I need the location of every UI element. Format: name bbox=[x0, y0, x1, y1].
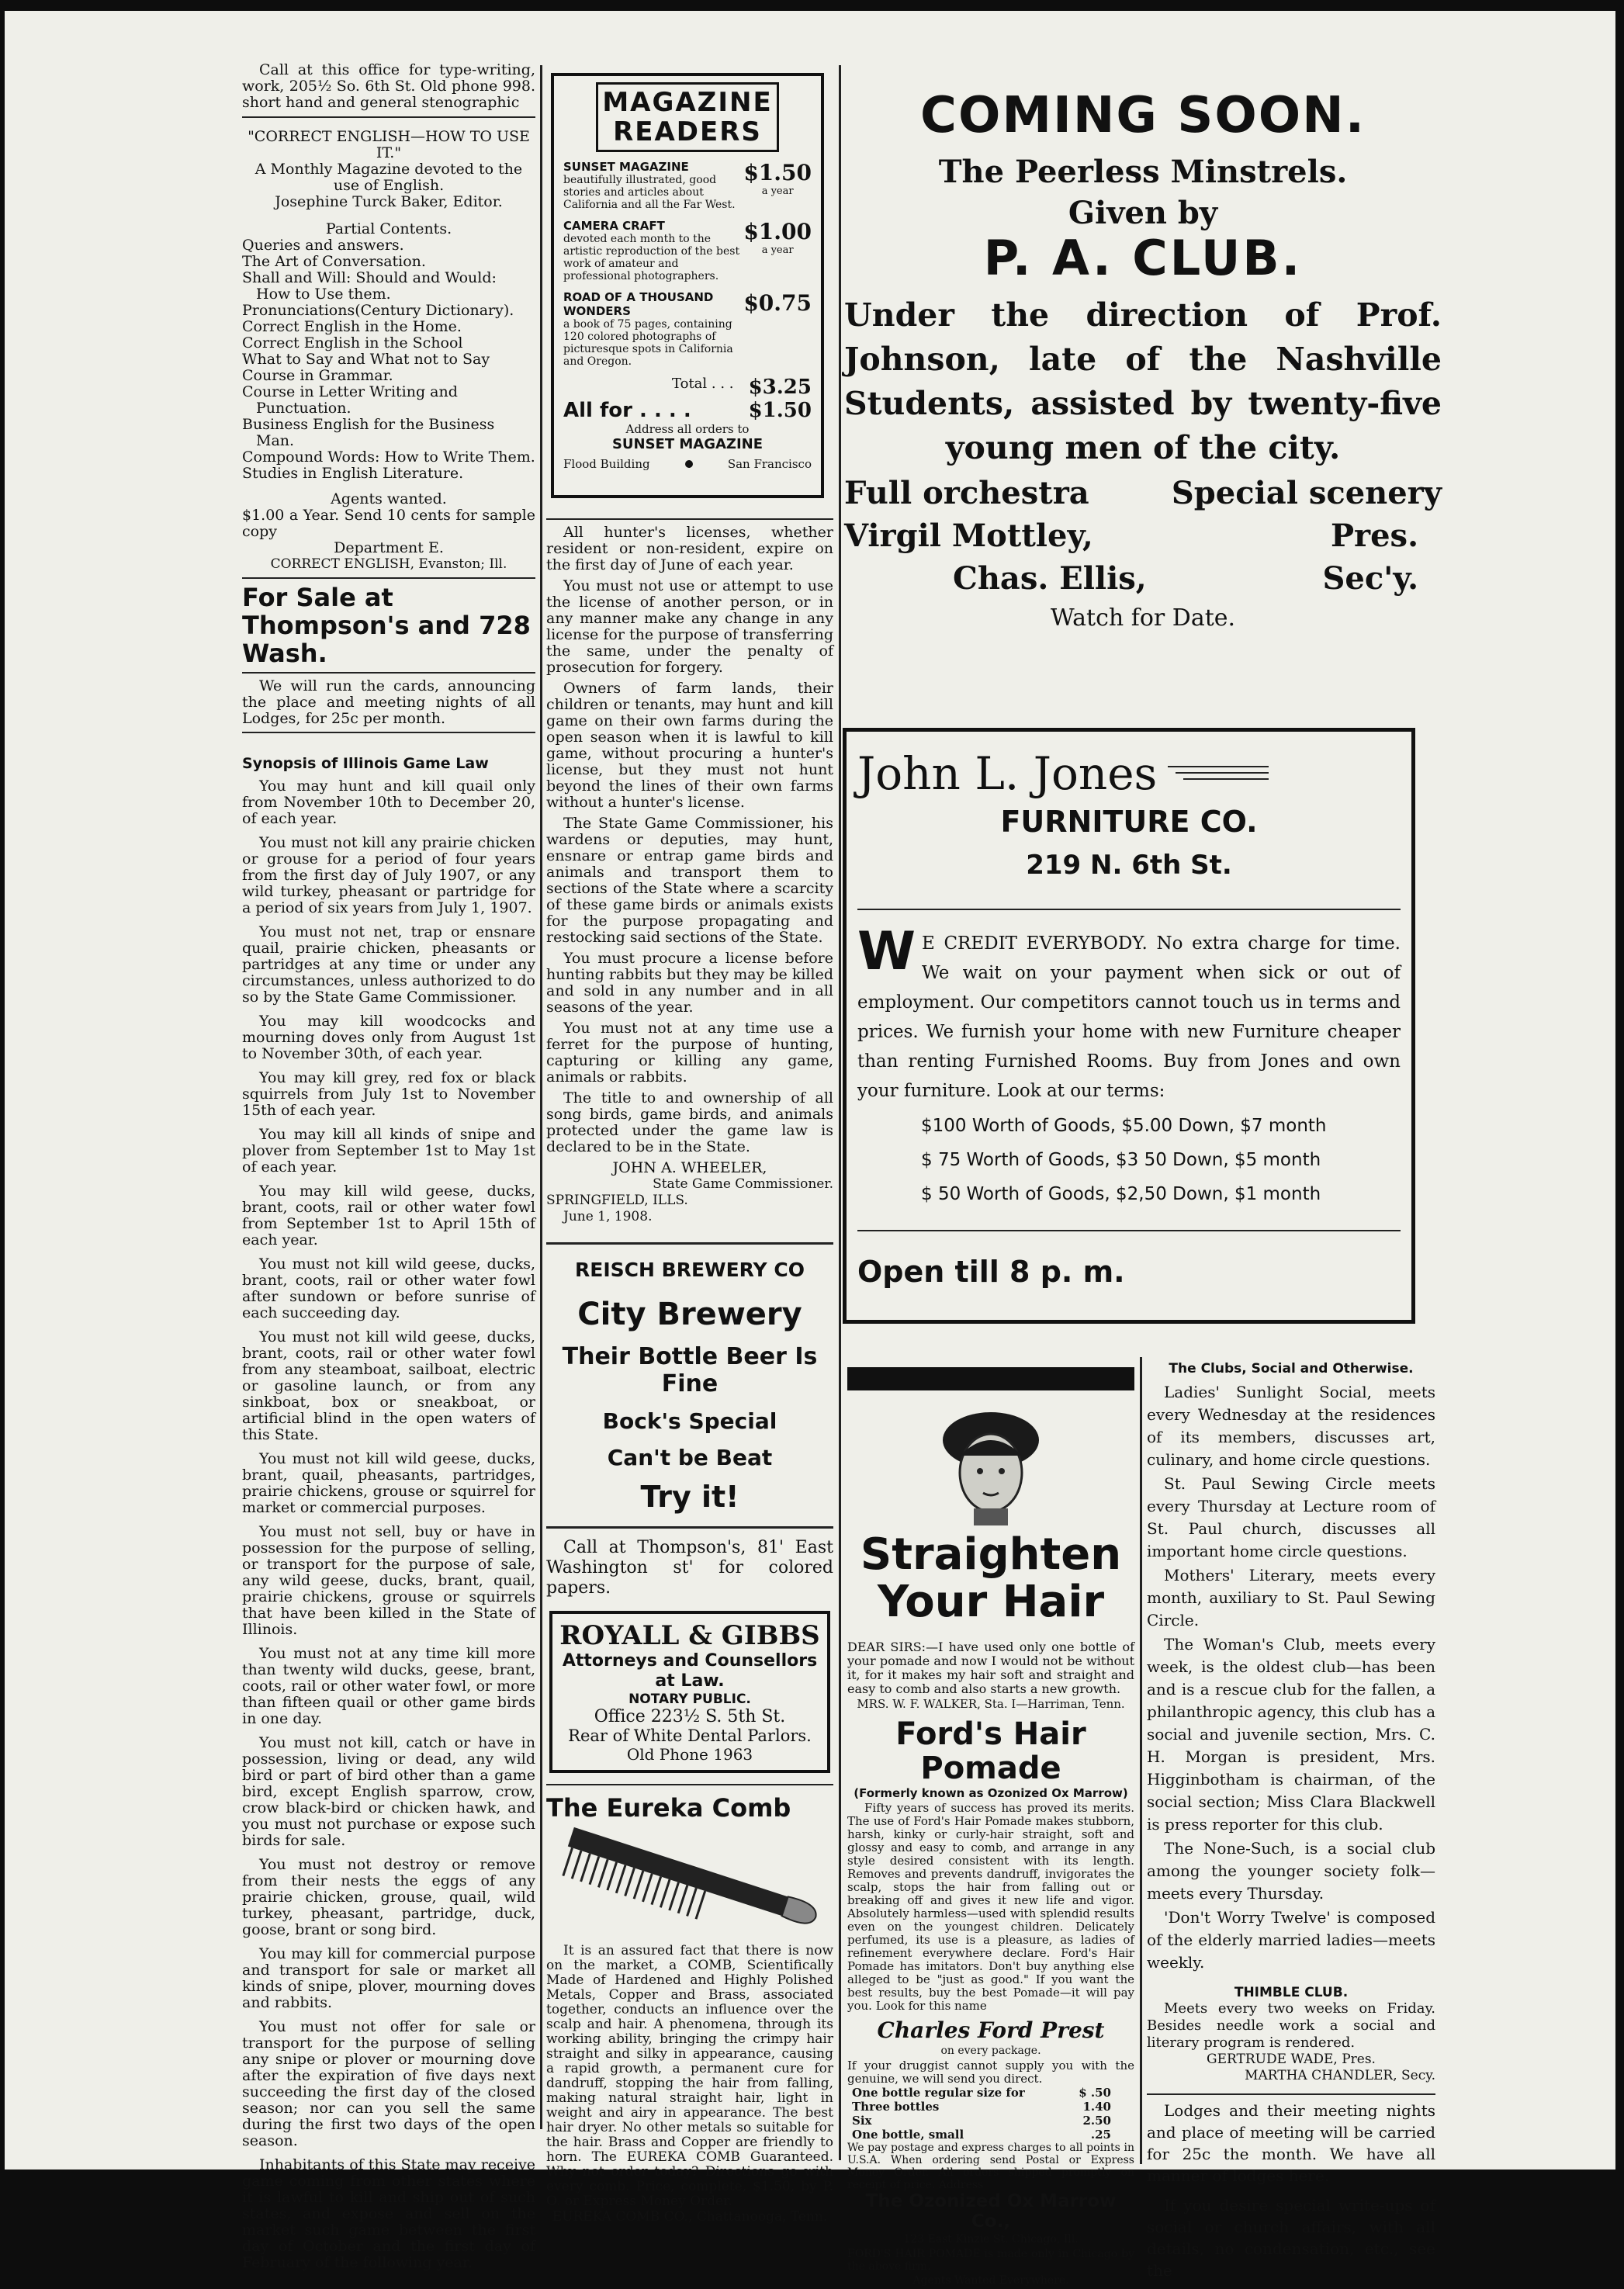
address-row bbox=[563, 457, 812, 471]
brewery-try: Try it! bbox=[640, 1480, 739, 1514]
hair-signature: Charles Ford Prest bbox=[877, 2017, 1105, 2043]
game-law-paragraph: You must not kill wild geese, ducks, brant, coots, rail or other water fowl from any steamboat, sailboat, electric or gasoline launch, or from any sinkboat, box or sneakboat, or artificial blind in the open waters of this State. bbox=[242, 1328, 535, 1443]
magazine-item-name: CAMERA CRAFT bbox=[563, 219, 665, 233]
price-value: 1.40 bbox=[1082, 2100, 1111, 2114]
royall-gibbs-title: ROYALL & GIBBS bbox=[559, 1620, 820, 1651]
clubs-title: The Clubs, Social and Otherwise. bbox=[1169, 1361, 1414, 1377]
jones-furniture-ad bbox=[843, 728, 1415, 1324]
club-paragraph: St. Paul Sewing Circle meets every Thursday at Lecture room of St. Paul church, discusses all important home circle questions. bbox=[1147, 1474, 1435, 1560]
black-banner bbox=[847, 1367, 1134, 1390]
column-rule-2 bbox=[839, 65, 841, 2160]
contents-item: Course in Grammar. bbox=[242, 367, 393, 384]
price-label: One bottle, small bbox=[852, 2128, 964, 2142]
divider bbox=[546, 518, 833, 520]
royall-gibbs-notary: NOTARY PUBLIC. bbox=[628, 1692, 751, 1707]
jones-body: E CREDIT EVERYBODY. No extra charge for time. We wait on your payment when sick or out of employment. Our competitors cannot touch us in terms and prices. We furnish your home with new Furniture cheaper than renting Furnished Rooms. Buy from Jones and own your furniture. Look at our terms: bbox=[857, 933, 1401, 1101]
magazine-total-row bbox=[563, 376, 812, 399]
secretary-row bbox=[844, 560, 1442, 597]
contents-item: Shall and Will: Should and Would: How to Use them. bbox=[242, 269, 497, 303]
magazine-item-text bbox=[563, 219, 742, 282]
price-row bbox=[847, 2128, 1134, 2142]
magazine-title-box bbox=[596, 82, 779, 152]
contents-list bbox=[242, 237, 535, 482]
hair-every: on every package. bbox=[940, 2045, 1041, 2057]
san-francisco: San Francisco bbox=[727, 457, 812, 471]
peerless-minstrels: The Peerless Minstrels. bbox=[938, 154, 1348, 190]
magazine-title-2: READERS bbox=[613, 116, 762, 147]
magazine-item-price: $1.00 bbox=[743, 219, 812, 244]
game-law-paragraph: You must not kill any prairie chicken or grouse for a period of four years from the first day of July 1907, or any wild turkey, pheasant or partridge for a period of six years from July 1, 1907. bbox=[242, 834, 535, 916]
wheeler-title: State Game Commissioner. bbox=[653, 1176, 833, 1192]
typewriting-notice: Call at this office for type-writing, work, 205½ So. 6th St. Old phone 998. short hand and general stenographic bbox=[242, 61, 535, 111]
price-row bbox=[847, 2100, 1134, 2114]
divider bbox=[857, 1230, 1401, 1231]
department: Department E. bbox=[334, 539, 444, 556]
partial-contents-heading: Partial Contents. bbox=[325, 220, 452, 237]
license-paragraph: The title to and ownership of all song birds, game birds, and animals protected under the game law is declared to be in the State. bbox=[546, 1089, 833, 1155]
divider bbox=[242, 116, 535, 118]
orchestra: Full orchestra bbox=[844, 475, 1089, 511]
correct-english-address: CORRECT ENGLISH, Evanston; Ill. bbox=[270, 556, 507, 572]
divider bbox=[242, 732, 535, 733]
price-value: $ .50 bbox=[1079, 2086, 1111, 2100]
contents-item: Correct English in the School bbox=[242, 334, 463, 351]
address-orders: Address all orders to bbox=[625, 422, 750, 436]
game-law-title: Synopsis of Illinois Game Law bbox=[242, 755, 489, 772]
magazine-item-desc: devoted each month to the artistic reproduction of the best work of amateur and professional photographers. bbox=[563, 233, 740, 282]
thompson-notice: Call at Thompson's, 81' East Washington st' for colored papers. bbox=[546, 1538, 833, 1598]
magazine-item-text bbox=[563, 290, 742, 368]
scenery: Special scenery bbox=[1171, 475, 1442, 511]
jones-dropcap: W bbox=[857, 921, 916, 982]
column-3-top bbox=[844, 88, 1442, 686]
contents-item: Studies in English Literature. bbox=[242, 465, 464, 482]
jones-term: $ 50 Worth of Goods, $2,50 Down, $1 month bbox=[921, 1184, 1321, 1204]
bullet-icon bbox=[685, 460, 693, 468]
magazine-item-unit: a year bbox=[761, 185, 794, 197]
price-value: 2.50 bbox=[1082, 2114, 1111, 2128]
magazine-item-unit: a year bbox=[761, 244, 794, 256]
contents-item: Correct English in the Home. bbox=[242, 318, 462, 335]
royall-gibbs-sub: Attorneys and Counsellors at Law. bbox=[562, 1651, 818, 1691]
magazine-item bbox=[563, 160, 812, 211]
brewery-cant: Can't be Beat bbox=[607, 1445, 773, 1470]
price-label: One bottle regular size for bbox=[852, 2086, 1025, 2100]
license-paragraph: All hunter's licenses, whether resident or non-resident, expire on the first day of June of each year. bbox=[546, 524, 833, 573]
club-paragraph: The None-Such, is a social club among the younger society folk—meets every Thursday. bbox=[1147, 1839, 1435, 1903]
hair-agents: Agents Wanted Everywhere. bbox=[912, 2274, 1069, 2287]
royall-gibbs-office: Office 223½ S. 5th St. bbox=[594, 1707, 786, 1726]
brewery-name: REISCH BREWERY CO bbox=[575, 1259, 805, 1281]
game-law-paragraph: You may kill all kinds of snipe and plover from September 1st to May 1st of each year. bbox=[242, 1126, 535, 1176]
brewery-bottle: Their Bottle Beer Is Fine bbox=[562, 1343, 818, 1397]
orchestra-row bbox=[844, 475, 1442, 511]
game-law-paragraph: You must not sell, buy or have in possession for the purpose of selling, or transport for the purpose of sale, any wild geese, ducks, brant, quail, prairie chickens, grouse or squirrels that have been killed in the State of Illinois. bbox=[242, 1523, 535, 1638]
magazine-allfor-row bbox=[563, 399, 812, 422]
hair-company: The Ozonized Ox Marrow Co., bbox=[865, 2191, 1117, 2232]
brewery-city: City Brewery bbox=[577, 1297, 802, 1332]
contents-item: Pronunciations(Century Dictionary). bbox=[242, 302, 514, 319]
direction: Under the direction of Prof. Johnson, late of the Nashville Students, assisted by twenty-five young men of the city. bbox=[844, 296, 1442, 466]
magazine-item-price: $0.75 bbox=[743, 290, 812, 316]
woman-portrait-icon bbox=[937, 1409, 1045, 1525]
thimble-title: THIMBLE CLUB. bbox=[1234, 1985, 1349, 2000]
magazine-item-name: ROAD OF A THOUSAND WONDERS bbox=[563, 290, 714, 318]
hair-pomade: Pomade bbox=[920, 1751, 1061, 1786]
subscription-price: $1.00 a Year. Send 10 cents for sample copy bbox=[242, 507, 535, 540]
column-rule-3 bbox=[1140, 1357, 1142, 2164]
total-price: $3.25 bbox=[748, 376, 812, 399]
correct-english-editor: Josephine Turck Baker, Editor. bbox=[275, 193, 503, 210]
column-2 bbox=[546, 73, 833, 2230]
club-paragraph: Mothers' Literary, meets every month, auxiliary to St. Paul Sewing Circle. bbox=[1147, 1566, 1435, 1629]
magazine-item-desc: a book of 75 pages, containing 120 colored photographs of picturesque spots in California and Oregon. bbox=[563, 318, 733, 368]
eureka-address: EUREKA COMB CO., Chattanooga, Tenn. bbox=[552, 2209, 828, 2225]
contents-item: What to Say and What not to Say bbox=[242, 351, 490, 368]
eureka-body: It is an assured fact that there is now on the market, a COMB, Scientifically Made of Hardened and Highly Polished Metals, Copper and Brass, associated together, conducts an influence over the scalp and hair. A phenomena, through its working ability, bringing the crimpy hair straight and silky in appearance, causing a rapid growth, a permanent cure for dandruff, stopping the hair from falling, making natural straight hair, light in weight and airy in appearance. The best hair dryer. No other metals so suitable for the hair. Brass and Copper are friendly to horn. The EUREKA COMB Guaranteed. Why not order today? Directions go with every comb. Price, complete, $1.50, by P. O. or Express Money Order. bbox=[546, 1943, 833, 2209]
game-law-paragraph: Inhabitants of this State may receive game coming from other states where it is lawful to kill and ship out of such states, and expose and sell on the market such game between the first day of October and the first day of February of the following year. bbox=[242, 2156, 535, 2271]
secretary-title: Sec'y. bbox=[1322, 560, 1418, 597]
game-law-paragraph: You must not at any time kill more than twenty wild ducks, geese, brant, coots, rail or other water fowl, or more than fifteen quail or other game birds in one day. bbox=[242, 1645, 535, 1727]
lodges-paragraph: Lodges and their meeting nights and place of meeting will be carried for 25c the month. We have all manner of lodges here. bbox=[1147, 2101, 1435, 2185]
flood-building: Flood Building bbox=[563, 457, 650, 471]
brewery-ad bbox=[546, 1249, 833, 1522]
game-law-paragraph: You must not kill wild geese, ducks, brant, coots, rail or other water fowl after sundown or before sunrise of each succeeding day. bbox=[242, 1255, 535, 1321]
magazine-item-text bbox=[563, 160, 742, 211]
magazine-item bbox=[563, 290, 812, 368]
divider bbox=[1147, 2093, 1435, 2095]
pa-club: P. A. CLUB. bbox=[983, 230, 1303, 286]
magazine-item-price-wrap bbox=[743, 219, 812, 256]
writeups-paragraph: If you desire special write-ups of social or church affairs, with all details, no condensation, etc., see the bbox=[1147, 2196, 1435, 2280]
game-law-paragraph: You must not net, trap or ensnare quail, prairie chicken, pheasants or partridges at any time or under any circumstances, unless authorized to do so by the State Game Commissioner. bbox=[242, 923, 535, 1006]
coming-soon: COMING SOON. bbox=[919, 87, 1366, 144]
license-paragraph: You must not use or attempt to use the license of another person, or in any manner make any change in any license for the purpose of transferring the same, under the penalty of prosecution for forgery. bbox=[546, 577, 833, 676]
agents-wanted: Agents wanted. bbox=[331, 490, 447, 507]
hair-ford: Ford's Hair bbox=[895, 1716, 1086, 1752]
president-row bbox=[844, 518, 1442, 554]
jones-body-wrap bbox=[857, 921, 1401, 1106]
column-1 bbox=[242, 61, 535, 2271]
magazine-item-price-wrap bbox=[743, 160, 812, 197]
jones-open: Open till 8 p. m. bbox=[857, 1255, 1125, 1289]
brewery-bock: Bock's Special bbox=[602, 1408, 777, 1434]
license-paragraph: The State Game Commissioner, his wardens or deputies, may hunt, ensnare or entrap game birds and animals and transport them to sections of the State where a scarcity of these game birds or animals exists for the purpose propagating and restocking said sections of the State. bbox=[546, 815, 833, 946]
price-row bbox=[847, 2086, 1134, 2100]
magazine-item-desc: beautifully illustrated, good stories and articles about California and all the Far West. bbox=[563, 174, 736, 211]
magazine-item-name: SUNSET MAGAZINE bbox=[563, 160, 689, 174]
president-name: Virgil Mottley, bbox=[844, 518, 1093, 554]
price-label: Six bbox=[852, 2114, 872, 2128]
thimble-body: Meets every two weeks on Friday. Besides needle work a social and literary program is rendered. bbox=[1147, 2000, 1435, 2051]
license-paragraphs bbox=[546, 525, 833, 1155]
game-law-paragraph: You must not destroy or remove from their nests the eggs of any prairie chicken, grouse, quail, wild turkey, pheasant, partridge, duck, goose, brant or song bird. bbox=[242, 1856, 535, 1938]
correct-english-title: "CORRECT ENGLISH—HOW TO USE IT." bbox=[248, 128, 530, 161]
hair-company-address: 123 East Kinzie St. Chicago, Ill. bbox=[903, 2233, 1079, 2246]
club-paragraph: Ladies' Sunlight Social, meets every Wednesday at the residences of its members, discusses art, culinary, and home circle questions. bbox=[1147, 1383, 1435, 1469]
for-sale-heading: For Sale at Thompson's and 728 Wash. bbox=[242, 583, 531, 668]
price-row bbox=[847, 2114, 1134, 2128]
correct-english-desc: A Monthly Magazine devoted to the use of English. bbox=[255, 161, 523, 194]
president-title: Pres. bbox=[1330, 518, 1418, 554]
magazine-item-price-wrap bbox=[743, 290, 812, 316]
wheeler-name: JOHN A. WHEELER, bbox=[612, 1159, 767, 1176]
divider bbox=[546, 1784, 833, 1785]
jones-term: $100 Worth of Goods, $5.00 Down, $7 month bbox=[921, 1116, 1327, 1136]
jones-term: $ 75 Worth of Goods, $3 50 Down, $5 month bbox=[921, 1150, 1321, 1170]
jones-title: John L. Jones bbox=[857, 747, 1158, 800]
hair-body: Fifty years of success has proved its merits. The use of Ford's Hair Pomade makes stubborn, harsh, kinky or curly-hair straight, soft and glossy and easy to comb, and arrange in any style desired consistent with its length. Removes and prevents dandruff, invigorates the scalp, stops the hair from falling out or breaking off and gives it new life and vigor. Absolutely harmless—used with splendid results even on the youngest children. Delicately perfumed, its use is a pleasure, as ladies of refinement everywhere declare. Ford's Hair Pomade has imitators. Don't buy anything else alleged to be "just as good." If you want the best results, buy the best Pomade—it will pay you. Look for this name bbox=[847, 1801, 1134, 2013]
license-paragraph: Owners of farm lands, their children or tenants, may hunt and kill game on their own farms during the open season when it is lawful to kill game, without procuring a hunter's license, but they must not hunt beyond the lines of their own farms without a hunter's license. bbox=[546, 680, 833, 811]
jones-sub: FURNITURE CO. bbox=[1000, 805, 1258, 839]
game-law-paragraph: You must not offer for sale or transport for the purpose of selling any snipe or plover or mourning dove after the expiration of five days next succeeding the first day of the closed season; nor can you sell the same during the first two days of the open season. bbox=[242, 2018, 535, 2149]
game-law-paragraph: You may kill for commercial purpose and transport for sale or market all kinds of snipe, plover, mourning doves and rabbits. bbox=[242, 1945, 535, 2011]
jones-terms bbox=[857, 1109, 1401, 1211]
given-by: Given by bbox=[1068, 195, 1218, 231]
contents-item: Course in Letter Writing and Punctuation. bbox=[242, 383, 458, 417]
magazine-item bbox=[563, 219, 812, 282]
royall-gibbs-phone: Old Phone 1963 bbox=[626, 1745, 753, 1764]
hair-letter: DEAR SIRS:—I have used only one bottle of your pomade and now I would not be without it, for it makes my hair soft and straight and easy to comb and also starts a new growth. bbox=[847, 1640, 1134, 1696]
hair-druggist: If your druggist cannot supply you with the genuine, we will send you direct. bbox=[847, 2059, 1134, 2086]
hair-formerly: (Formerly known as Ozonized Ox Marrow) bbox=[854, 1786, 1128, 1800]
license-paragraph: You must procure a license before hunting rabbits but they may be killed and sold in any number and in all seasons of the year. bbox=[546, 950, 833, 1016]
license-paragraph: You must not at any time use a ferret for the purpose of hunting, capturing or killing any game, animals or rabbits. bbox=[546, 1020, 833, 1086]
magazine-items bbox=[563, 160, 812, 368]
game-law-paragraph: You may kill grey, red fox or black squirrels from July 1st to November 15th of each year. bbox=[242, 1069, 535, 1119]
club-paragraph: 'Don't Worry Twelve' is composed of the elderly married ladies—meets weekly. bbox=[1147, 1908, 1435, 1972]
portrait-illustration bbox=[847, 1409, 1134, 1529]
decorative-lines-icon bbox=[1168, 762, 1269, 785]
allfor-price: $1.50 bbox=[748, 399, 812, 422]
wheeler-place: SPRINGFIELD, ILLS. bbox=[546, 1193, 688, 1208]
cards-notice: We will run the cards, announcing the place and meeting nights of all Lodges, for 25c per month. bbox=[242, 677, 535, 727]
price-value: .25 bbox=[1090, 2128, 1111, 2142]
wheeler-date: June 1, 1908. bbox=[563, 1209, 653, 1224]
magazine-readers-ad bbox=[551, 73, 824, 498]
jones-address: 219 N. 6th St. bbox=[1026, 850, 1232, 881]
royall-gibbs-rear: Rear of White Dental Parlors. bbox=[568, 1726, 812, 1745]
column-rule-1 bbox=[540, 65, 542, 2129]
watch-for-date: Watch for Date. bbox=[1050, 604, 1236, 632]
comb-illustration bbox=[546, 1830, 833, 1939]
hair-price-list bbox=[847, 2086, 1134, 2142]
game-law-paragraphs bbox=[242, 778, 535, 2271]
divider bbox=[857, 909, 1401, 910]
hair-made: FORD'S HAIR POMADE is made only in Chicago by the above firm. bbox=[847, 2248, 1134, 2273]
game-law-paragraph: You must not kill, catch or have in possession, living or dead, any wild bird or part of bird other than a game bird, except English sparrow, crow, crow black-bird or chicken hawk, and you must not purchase or expose such birds for sale. bbox=[242, 1734, 535, 1849]
royall-gibbs-ad bbox=[549, 1611, 830, 1773]
game-law-paragraph: You may kill woodcocks and mourning doves only from August 1st to November 30th, of each year. bbox=[242, 1013, 535, 1062]
club-paragraph: The Woman's Club, meets every week, is the oldest club—has been and is a rescue club for the fallen, a philanthropic agency, this club has a social and juvenile section, Mrs. C. H. Morgan is president, Mrs. Higginbotham is chairman, of the social section; Miss Clara Blackwell is press reporter for this club. bbox=[1147, 1635, 1435, 1834]
sunset-magazine-name: SUNSET MAGAZINE bbox=[611, 436, 764, 452]
game-law-paragraph: You may hunt and kill quail only from November 10th to December 20, of each year. bbox=[242, 777, 535, 827]
game-law-paragraph: You may kill wild geese, ducks, brant, coots, rail or other water fowl from September 1st to April 15th of each year. bbox=[242, 1183, 535, 1248]
comb-icon bbox=[546, 1830, 826, 1939]
hair-express: We pay postage and express charges to all points in U.S.A. When ordering send Postal or Express Money Order. All orders shipped promptly on receipt of price. Address bbox=[847, 2142, 1134, 2191]
contents-item: Queries and answers. bbox=[242, 237, 404, 254]
thimble-secretary: MARTHA CHANDLER, Secy. bbox=[1245, 2068, 1435, 2083]
hair-pomade-ad bbox=[847, 1367, 1134, 2287]
secretary-name: Chas. Ellis, bbox=[953, 560, 1147, 597]
divider bbox=[242, 577, 535, 579]
hair-title-1: Straighten bbox=[860, 1529, 1122, 1580]
contents-item: The Art of Conversation. bbox=[242, 253, 426, 270]
thimble-president: GERTRUDE WADE, Pres. bbox=[1207, 2052, 1376, 2067]
price-label: Three bottles bbox=[852, 2100, 940, 2114]
divider bbox=[546, 1242, 833, 1245]
eureka-title: The Eureka Comb bbox=[546, 1793, 791, 1823]
total-label: Total . . . bbox=[672, 376, 734, 392]
divider bbox=[546, 1526, 833, 1529]
contents-item: Business English for the Business Man. bbox=[242, 416, 495, 449]
hair-letter-signature: MRS. W. F. WALKER, Sta. I—Harriman, Tenn. bbox=[857, 1697, 1125, 1711]
hair-title-2: Your Hair bbox=[877, 1577, 1105, 1627]
clubs-column bbox=[1147, 1361, 1435, 2280]
magazine-title-1: MAGAZINE bbox=[602, 87, 773, 118]
contents-item: Compound Words: How to Write Them. bbox=[242, 448, 535, 466]
magazine-item-price: $1.50 bbox=[743, 160, 812, 185]
clubs-paragraphs bbox=[1147, 1381, 1435, 1974]
allfor-label: All for . . . . bbox=[563, 399, 691, 422]
divider bbox=[242, 672, 535, 674]
newspaper-page bbox=[5, 11, 1615, 2287]
game-law-paragraph: You must not kill wild geese, ducks, brant, quail, pheasants, partridges, prairie chickens, grouse or squirrel for market or commercial purposes. bbox=[242, 1450, 535, 1516]
